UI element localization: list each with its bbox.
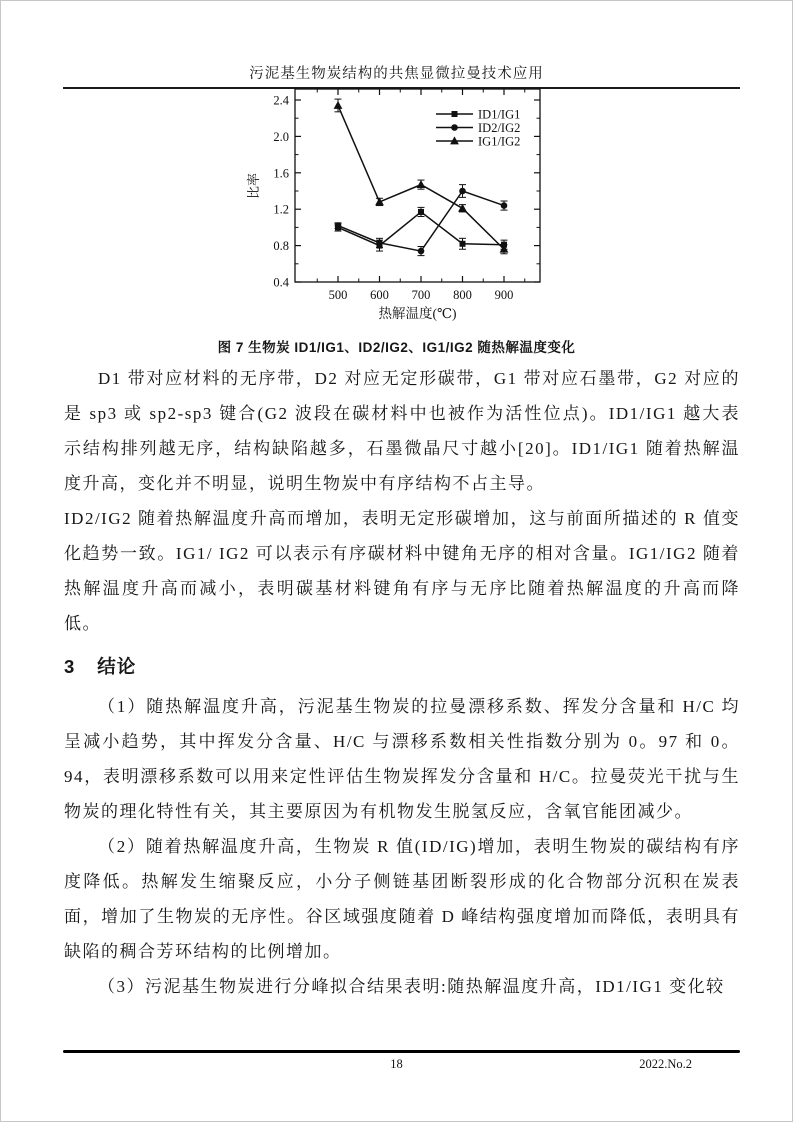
svg-text:IG1/IG2: IG1/IG2	[478, 134, 521, 149]
line-chart	[241, 86, 561, 331]
paragraph-id2-ig2: ID2/IG2 随着热解温度升高而增加，表明无定形碳增加，这与前面所描述的 R 值变化趋势一致。IG1/ IG2 可以表示有序碳材料中键角无序的相对含量。IG1/IG2 随着热解温度升高而减小，表明碳基材料键角有序与无序比随着热解温度的升高而降低。	[64, 509, 740, 633]
paragraph-d1-bands: D1 带对应材料的无序带，D2 对应无定形碳带，G1 带对应石墨带，G2 对应的是 sp3 或 sp2-sp3 键合(G2 波段在碳材料中也被作为活性位点)。ID1/IG1 越大表示结构排列越无序，结构缺陷越多，石墨微晶尺寸越小[20]。ID1/IG1 随着热解温度升高，变化并不明显，说明生物炭中有序结构不占主导。	[64, 369, 740, 493]
running-head-title: 污泥基生物炭结构的共焦显微拉曼技术应用	[249, 66, 544, 82]
issue-label: 2022.No.2	[639, 1057, 692, 1071]
paragraph-conclusion-1: （1）随热解温度升高，污泥基生物炭的拉曼漂移系数、挥发分含量和 H/C 均呈减小趋势，其中挥发分含量、H/C 与漂移系数相关性指数分别为 0。97 和 0。94，表明漂移系数可以用来定性评估生物炭挥发分含量和 H/C。拉曼荧光干扰与生物炭的理化特性有关，其主要原因为有机物发生脱氢反应，含氧官能团减少。	[64, 697, 740, 821]
section-heading-conclusion	[64, 651, 740, 683]
section-number: 3	[64, 656, 76, 677]
page-number: 18	[390, 1057, 403, 1071]
footer-rule	[63, 1050, 740, 1053]
svg-text:比率: 比率	[246, 172, 261, 200]
figure-7	[241, 86, 561, 331]
figure-caption: 图 7 生物炭 ID1/IG1、ID2/IG2、IG1/IG2 随热解温度变化	[217, 340, 576, 355]
svg-text:1.2: 1.2	[273, 202, 289, 217]
svg-text:1.6: 1.6	[273, 166, 289, 181]
svg-text:700: 700	[411, 288, 431, 302]
article-body	[64, 361, 740, 1004]
svg-text:ID1/IG1: ID1/IG1	[478, 107, 521, 122]
paragraph-conclusion-3: （3）污泥基生物炭进行分峰拟合结果表明:随热解温度升高，ID1/IG1 变化较	[98, 977, 725, 996]
svg-text:600: 600	[370, 288, 389, 302]
svg-text:2.4: 2.4	[273, 93, 289, 108]
section-title: 结论	[97, 656, 137, 677]
svg-text:500: 500	[328, 288, 348, 302]
paragraph-conclusion-2: （2）随着热解温度升高，生物炭 R 值(ID/IG)增加，表明生物炭的碳结构有序度降低。热解发生缩聚反应，小分子侧链基团断裂形成的化合物部分沉积在炭表面，增加了生物炭的无序性。谷区域强度随着 D 峰结构强度增加而降低，表明具有缺陷的稠合芳环结构的比例增加。	[64, 837, 740, 961]
svg-text:900: 900	[494, 288, 514, 302]
svg-text:热解温度(℃): 热解温度(℃)	[378, 306, 457, 321]
svg-text:ID2/IG2: ID2/IG2	[478, 120, 521, 135]
svg-text:0.4: 0.4	[273, 275, 289, 290]
svg-text:0.8: 0.8	[273, 239, 289, 254]
svg-text:800: 800	[453, 288, 472, 302]
svg-text:2.0: 2.0	[273, 129, 289, 144]
